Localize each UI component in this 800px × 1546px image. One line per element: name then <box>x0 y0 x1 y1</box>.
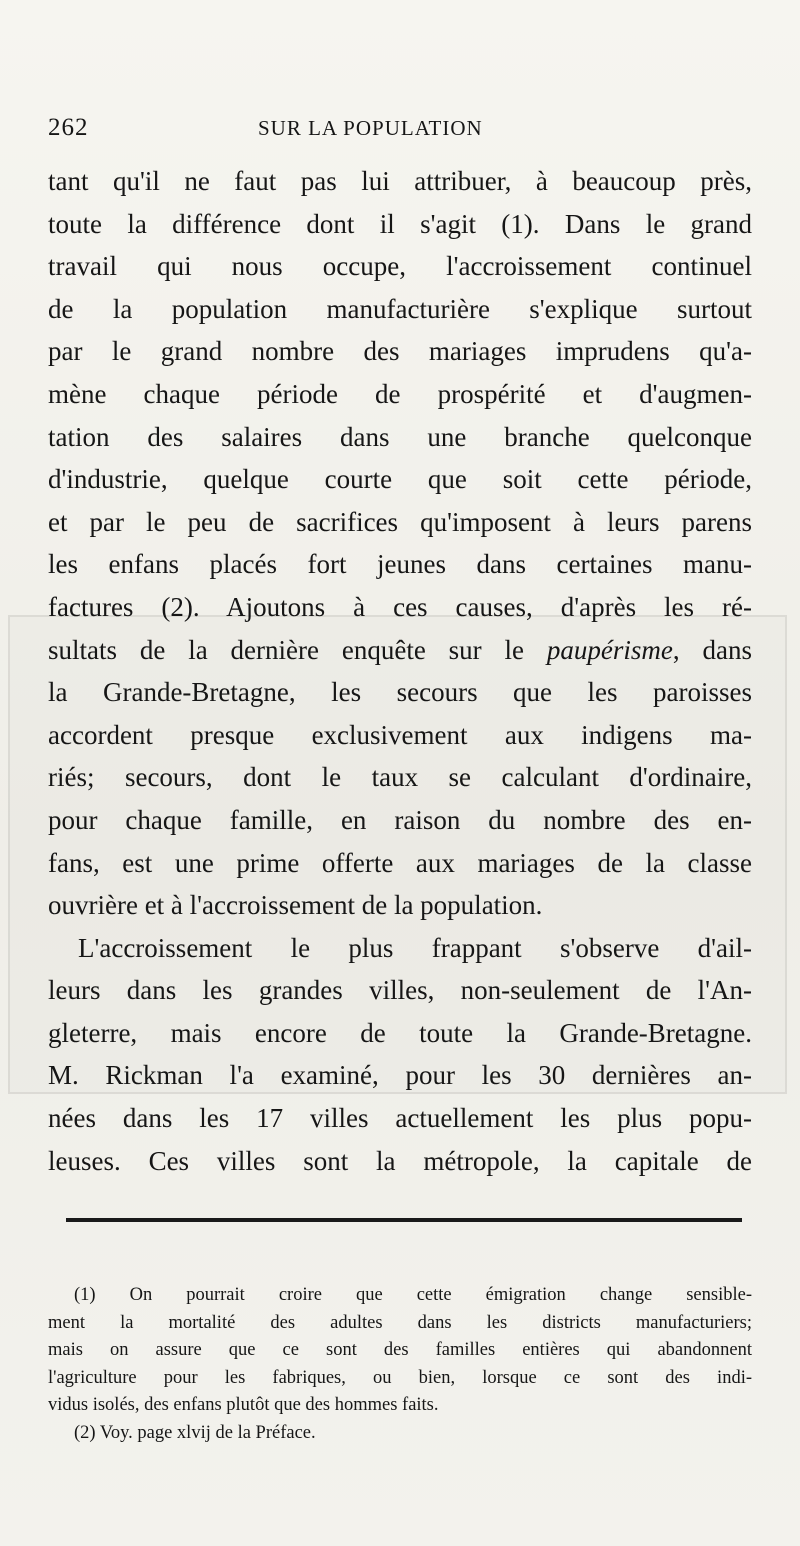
footnotes <box>48 1282 752 1448</box>
text-line: gleterre, mais encore de toute la Grande-Bretagne. <box>48 1017 752 1048</box>
page-header <box>48 114 748 150</box>
footnote-line: ment la mortalité des adultes dans les districts manufacturiers; <box>48 1312 752 1333</box>
text-line: pour chaque famille, en raison du nombre des en- <box>48 804 752 835</box>
text-line: d'industrie, quelque courte que soit cette période, <box>48 464 752 495</box>
text-line: les enfans placés fort jeunes dans certaines manu- <box>48 549 752 580</box>
text-line: leurs dans les grandes villes, non-seulement de l'An- <box>48 975 752 1006</box>
main-text <box>48 160 752 1182</box>
text-segment: sultats de la dernière enquête sur le <box>48 634 525 665</box>
text-line: leuses. Ces villes sont la métropole, la capitale de <box>48 1145 752 1176</box>
text-line: et par le peu de sacrifices qu'imposent à leurs parens <box>48 506 752 537</box>
text-line: de la population manufacturière s'explique surtout <box>48 293 752 324</box>
italic-term: paupérisme <box>546 634 673 665</box>
footnote-line: l'agriculture pour les fabriques, ou bien, lorsque ce sont des indi- <box>48 1367 752 1388</box>
text-line: factures (2). Ajoutons à ces causes, d'après les ré- <box>48 591 752 622</box>
text-line: tation des salaires dans une branche quelconque <box>48 421 752 452</box>
footnote-line: vidus isolés, des enfans plutôt que des hommes faits. <box>48 1395 439 1416</box>
footnote-line: mais on assure que ce sont des familles entières qui abandonnent <box>48 1340 752 1361</box>
text-line: accordent presque exclusivement aux indigens ma- <box>48 719 752 750</box>
text-segment: , dans <box>672 634 752 665</box>
text-line: L'accroissement le plus frappant s'observe d'ail- <box>78 932 752 963</box>
text-line: fans, est une prime offerte aux mariages de la classe <box>48 847 752 878</box>
text-line: toute la différence dont il s'agit (1). Dans le grand <box>48 208 752 239</box>
text-line: tant qu'il ne faut pas lui attribuer, à beaucoup près, <box>48 166 752 196</box>
text-line: travail qui nous occupe, l'accroissement continuel <box>48 251 752 282</box>
text-line: la Grande-Bretagne, les secours que les paroisses <box>48 677 752 708</box>
text-line: ouvrière et à l'accroissement de la population. <box>48 890 543 921</box>
text-line: riés; secours, dont le taux se calculant d'ordinaire, <box>48 762 752 793</box>
running-title: SUR LA POPULATION <box>258 116 483 140</box>
footnote-line: (1) On pourrait croire que cette émigration change sensible- <box>74 1285 752 1305</box>
text-line <box>48 629 752 672</box>
text-line: mène chaque période de prospérité et d'augmen- <box>48 378 752 409</box>
text-line: par le grand nombre des mariages imprudens qu'a- <box>48 336 752 367</box>
footnote-line: (2) Voy. page xlvij de la Préface. <box>74 1422 316 1443</box>
page-number: 262 <box>48 114 89 141</box>
footnote-rule <box>66 1218 742 1222</box>
text-line: nées dans les 17 villes actuellement les plus popu- <box>48 1103 752 1134</box>
text-line: M. Rickman l'a examiné, pour les 30 dernières an- <box>48 1060 752 1091</box>
